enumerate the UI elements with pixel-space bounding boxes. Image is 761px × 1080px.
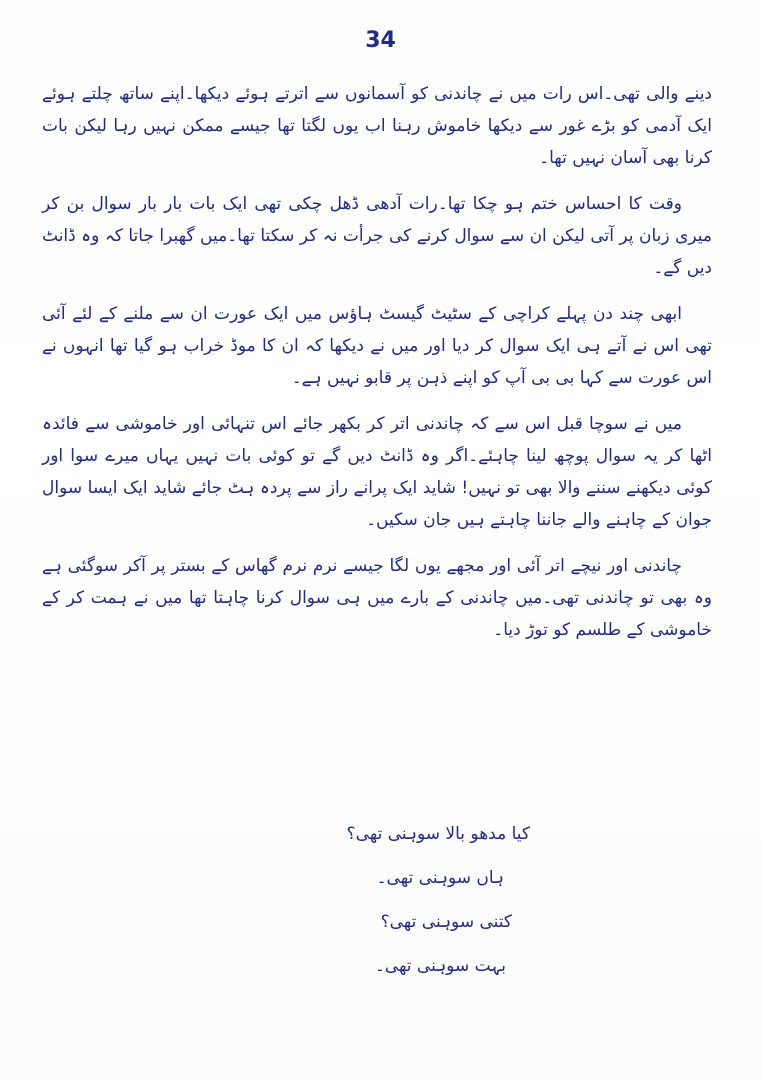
dialogue-block bbox=[300, 812, 530, 988]
paragraph-1: دینے والی تھی۔اس رات میں نے چاندنی کو آسمانوں سے اترتے ہوئے دیکھا۔اپنے ساتھ چلتے ہوئے ایک آدمی کو بڑے غور سے دیکھا خاموش رہنا اب یوں لگتا تھا جیسے ممکن نہیں رہا لیکن بات کرنا بھی آسان نہیں تھا۔ bbox=[42, 84, 712, 168]
urdu-text-body bbox=[42, 78, 712, 660]
paragraph-3: ابھی چند دن پہلے کراچی کے سٹیٹ گیسٹ ہاؤس میں ایک عورت ان سے ملنے کے لئے آئی تھی اس نے آتے ہی ایک سوال کر دیا اور میں نے دیکھا کہ ان کا موڈ خراب ہو گیا تھا انہوں نے اس عورت سے کہا بی بی آپ کو اپنے ذہن پر قابو نہیں ہے۔ bbox=[42, 304, 712, 388]
dialogue-line-2: ہاں سوہنی تھی۔ bbox=[376, 868, 504, 888]
paragraph-4: میں نے سوچا قبل اس سے کہ چاندنی اتر کر بکھر جائے اس تنہائی اور خاموشی سے فائدہ اٹھا کر یہ سوال پوچھ لینا چاہئے۔اگر وہ ڈانٹ دیں گے تو کوئی بات نہیں یہاں میرے سوا اور کوئی دیکھنے سننے والا بھی تو نہیں! شاید ایک پرانے راز سے پردہ ہٹ جائے شاید ایک ایسا سوال جوان کے چاہنے والے جاننا چاہتے ہیں جان سکیں۔ bbox=[42, 414, 712, 530]
page-number: 34 bbox=[365, 28, 396, 53]
paragraph-2: وقت کا احساس ختم ہو چکا تھا۔رات آدھی ڈھل چکی تھی ایک بات بار بار سوال بن کر میری زبان پر آتی لیکن ان سے سوال کرنے کی جرأت نہ کر سکتا تھا۔میں گھبرا جاتا کہ وہ ڈانٹ دیں گے۔ bbox=[42, 194, 712, 278]
dialogue-line-4: بہت سوہنی تھی۔ bbox=[374, 956, 506, 976]
dialogue-line-1: کیا مدھو بالا سوہنی تھی؟ bbox=[346, 824, 530, 844]
dialogue-line-3: کتنی سوہنی تھی؟ bbox=[380, 912, 512, 932]
paragraph-5: چاندنی اور نیچے اتر آئی اور مجھے یوں لگا جیسے نرم نرم گھاس کے بستر پر آکر سوگئی ہے وہ بھی تو چاندنی تھی۔میں چاندنی کے بارے میں ہی سوال کرنا چاہتا تھا میں نے ہمت کر کے خاموشی کے طلسم کو توڑ دیا۔ bbox=[42, 556, 712, 640]
